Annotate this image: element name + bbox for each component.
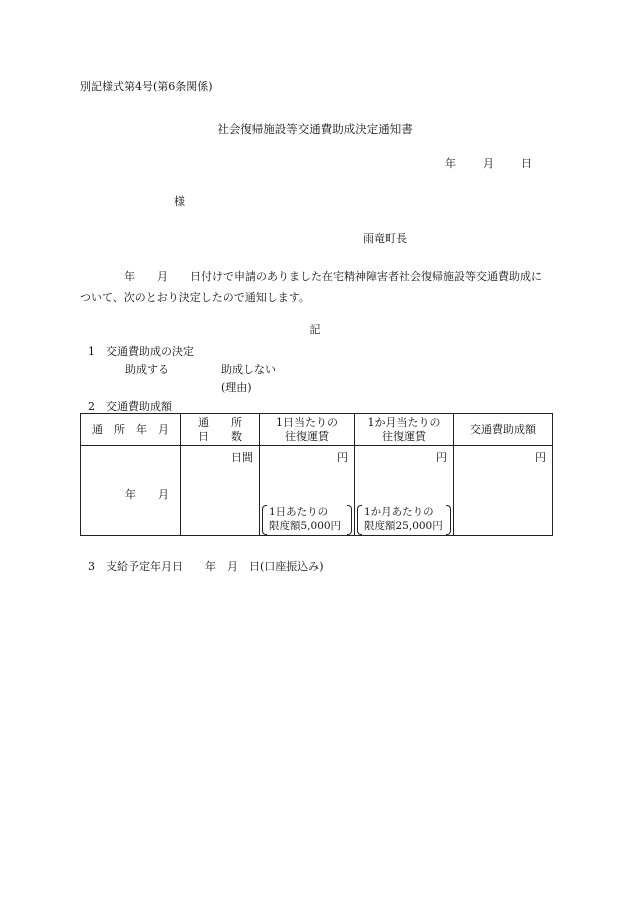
daily-limit-line2: 限度額5,000円 [269, 520, 342, 532]
bracket-left [357, 505, 362, 535]
section-1-heading: 1 交通費助成の決定 [88, 345, 194, 358]
cell-period [81, 446, 181, 536]
monthly-limit-line1: 1か月あたりの [364, 506, 434, 518]
option-deny: 助成しない [221, 363, 276, 376]
table-row [81, 446, 553, 536]
monthly-unit: 円 [436, 451, 447, 464]
date-month: 月 [483, 157, 494, 170]
cell-daily-fare [260, 446, 355, 536]
daily-limit-note [263, 505, 351, 533]
header-daily-line2: 往復運賃 [285, 429, 329, 443]
daily-unit: 円 [337, 451, 348, 464]
header-daily-line1: 1日当たりの [276, 415, 338, 429]
header-amount: 交通費助成額 [454, 414, 553, 446]
date-day: 日 [521, 157, 532, 170]
form-number-label: 別記様式第4号(第6条関係) [80, 80, 213, 93]
ki-marker: 記 [309, 323, 321, 336]
bracket-right [446, 505, 451, 535]
cell-days [181, 446, 260, 536]
cell-monthly-fare [355, 446, 454, 536]
subsidy-amount-table [80, 413, 553, 536]
header-monthly-fare [355, 414, 454, 446]
monthly-limit-note [358, 505, 450, 533]
period-year-month: 年 月 [125, 488, 169, 501]
document-title: 社会復帰施設等交通費助成決定通知書 [217, 122, 413, 136]
table-header-row [81, 414, 553, 446]
section-2-heading: 2 交通費助成額 [88, 400, 172, 413]
header-monthly-line1: 1か月当たりの [367, 415, 441, 429]
issue-date [445, 157, 532, 170]
amount-unit: 円 [535, 451, 546, 464]
days-unit: 日間 [231, 451, 253, 464]
header-days-line1: 通 所 [198, 415, 242, 429]
header-days-line2: 日 数 [198, 429, 242, 443]
issuer-name: 雨竜町長 [363, 232, 407, 245]
section-3-payment-date: 3 支給予定年月日 年 月 日(口座振込み) [88, 560, 324, 573]
date-year: 年 [445, 157, 456, 170]
reason-label: (理由) [221, 381, 252, 394]
bracket-left [262, 505, 267, 535]
daily-limit-line1: 1日あたりの [269, 506, 329, 518]
header-daily-fare [260, 414, 355, 446]
notice-body: 年 月 日付けで申請のありました在宅精神障害者社会復帰施設等交通費助成について、次のとおり決定したので通知します。 [80, 270, 542, 304]
addressee-honorific: 様 [174, 195, 185, 208]
header-period: 通 所 年 月 [81, 414, 181, 446]
header-monthly-line2: 往復運賃 [382, 429, 426, 443]
bracket-right [347, 505, 352, 535]
monthly-limit-line2: 限度額25,000円 [364, 520, 443, 532]
option-grant: 助成する [125, 363, 169, 376]
cell-amount [454, 446, 553, 536]
header-days [181, 414, 260, 446]
